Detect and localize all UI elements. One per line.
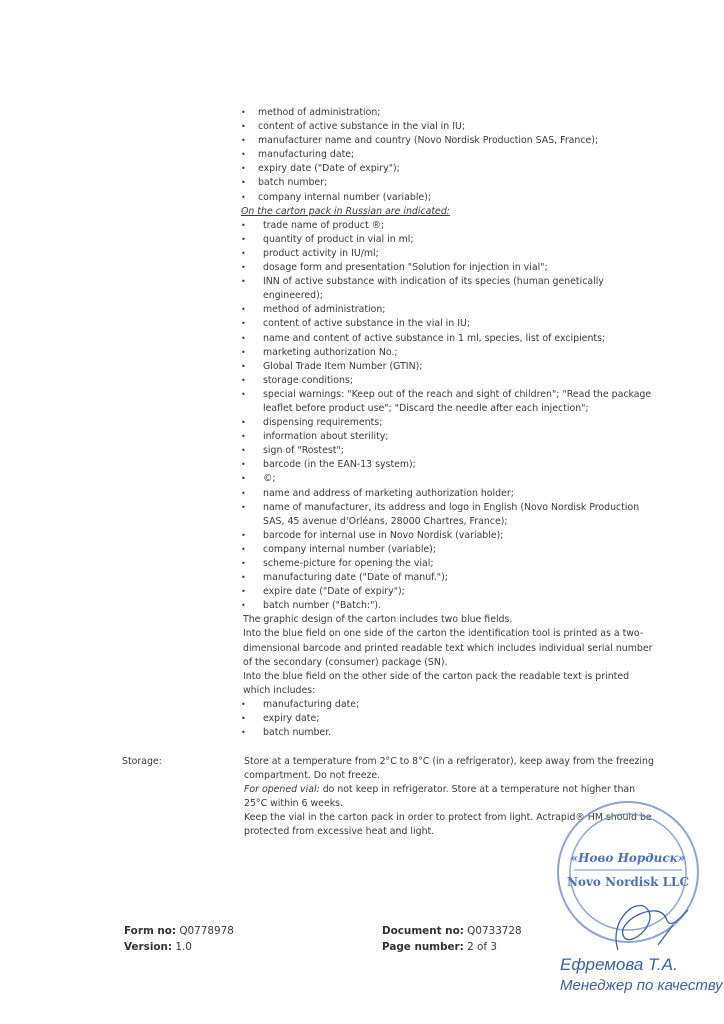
page-label: Page number: [382, 941, 464, 953]
list-item: • product activity in IU/ml; [243, 247, 653, 261]
list-item: • ©; [243, 472, 653, 486]
list-item: • name of manufacturer, its address and logo in English (Novo Nordisk Production SAS, 45 avenue d'Orléans, 28000 Chartres, France); [243, 501, 653, 529]
list-item: • manufacturing date ("Date of manuf."); [243, 571, 653, 585]
signature-scribble [616, 906, 688, 950]
list-item: • marketing authorization No.; [243, 346, 653, 360]
list-item: • method of administration; [243, 106, 653, 120]
version-label: Version: [124, 941, 173, 953]
page-value: 2 of 3 [463, 941, 497, 953]
list-item: • manufacturing date; [243, 148, 653, 162]
list-item: • company internal number (variable); [243, 543, 653, 557]
list-item: • content of active substance in the vial in IU; [243, 120, 653, 134]
list-item: • batch number; [243, 176, 653, 190]
footer-document [382, 923, 522, 955]
list-item: • batch number. [243, 726, 653, 740]
document-value: Q0733728 [463, 925, 522, 937]
list-carton-contents [243, 219, 653, 614]
list-item: • quantity of product in vial in ml; [243, 233, 653, 247]
list-item: • dispensing requirements; [243, 416, 653, 430]
opened-vial-label: For opened vial: [244, 784, 320, 795]
list-item: • expiry date ("Date of expiry"); [243, 162, 653, 176]
list-item: • sign of "Rostest"; [243, 444, 653, 458]
list-item: • expire date ("Date of expiry"); [243, 585, 653, 599]
list-item: • manufacturer name and country (Novo Nordisk Production SAS, France); [243, 134, 653, 148]
footer-form [124, 923, 234, 955]
stamp-line-1: «Ново Нордиск» [570, 851, 686, 865]
signatory-name: Ефремова Т.А. [560, 955, 678, 974]
document-label: Document no: [382, 925, 464, 937]
list-item: • Global Trade Item Number (GTIN); [243, 360, 653, 374]
form-value: Q0778978 [176, 925, 234, 937]
list-item: • special warnings: "Keep out of the reach and sight of children"; "Read the package leaflet before product use"; "Discard the needle after each injection"; [243, 388, 653, 416]
stamp-line-2: Novo Nordisk LLC [566, 875, 690, 889]
document-body [243, 106, 653, 740]
list-item: • company internal number (variable); [243, 191, 653, 205]
list-item: • trade name of product ®; [243, 219, 653, 233]
company-stamp [548, 800, 708, 960]
opened-vial-text: do not keep in refrigerator. Store at a temperature not higher than 25°C within 6 weeks. [244, 784, 636, 809]
list-item: • dosage form and presentation "Solution for injection in vial"; [243, 261, 653, 275]
version-value: 1.0 [172, 941, 192, 953]
paragraph-blue-field-one: Into the blue field on one side of the carton the identification tool is printed as a two-dimensional barcode and printed readable text which includes individual serial number of the secondary (consumer) package (SN). [243, 628, 653, 668]
list-item: • expiry date; [243, 712, 653, 726]
list-item: • name and address of marketing authorization holder; [243, 487, 653, 501]
list-item: • barcode for internal use in Novo Nordisk (variable); [243, 529, 653, 543]
list-item: • manufacturing date; [243, 698, 653, 712]
list-item: • content of active substance in the vial in IU; [243, 317, 653, 331]
paragraph-graphic-design: The graphic design of the carton includes two blue fields. [243, 614, 513, 626]
form-label: Form no: [124, 925, 177, 937]
list-item: • batch number ("Batch:"). [243, 599, 653, 613]
signatory-role: Менеджер по качеству [560, 977, 723, 994]
list-item: • barcode (in the EAN-13 system); [243, 458, 653, 472]
list-item: • storage conditions; [243, 374, 653, 388]
storage-light: Keep the vial in the carton pack in order to protect from light. Actrapid® HM should be protected from excessive heat and light. [244, 812, 652, 837]
paragraph-blue-field-two: Into the blue field on the other side of the carton pack the readable text is printed which includes: [243, 670, 630, 696]
list-item: • scheme-picture for opening the vial; [243, 557, 653, 571]
list-item: • information about sterility; [243, 430, 653, 444]
storage-label: Storage: [122, 756, 162, 767]
list-readable-text [243, 698, 653, 740]
list-item: • INN of active substance with indication of its species (human genetically engineered); [243, 275, 653, 303]
list-item: • method of administration; [243, 303, 653, 317]
list-item: • name and content of active substance in 1 ml, species, list of excipients; [243, 332, 653, 346]
carton-heading: On the carton pack in Russian are indicated: [241, 205, 450, 217]
storage-line: Store at a temperature from 2°C to 8°C (in a refrigerator), keep away from the freezing compartment. Do not freeze. [244, 756, 654, 781]
list-administration-details [243, 106, 653, 205]
